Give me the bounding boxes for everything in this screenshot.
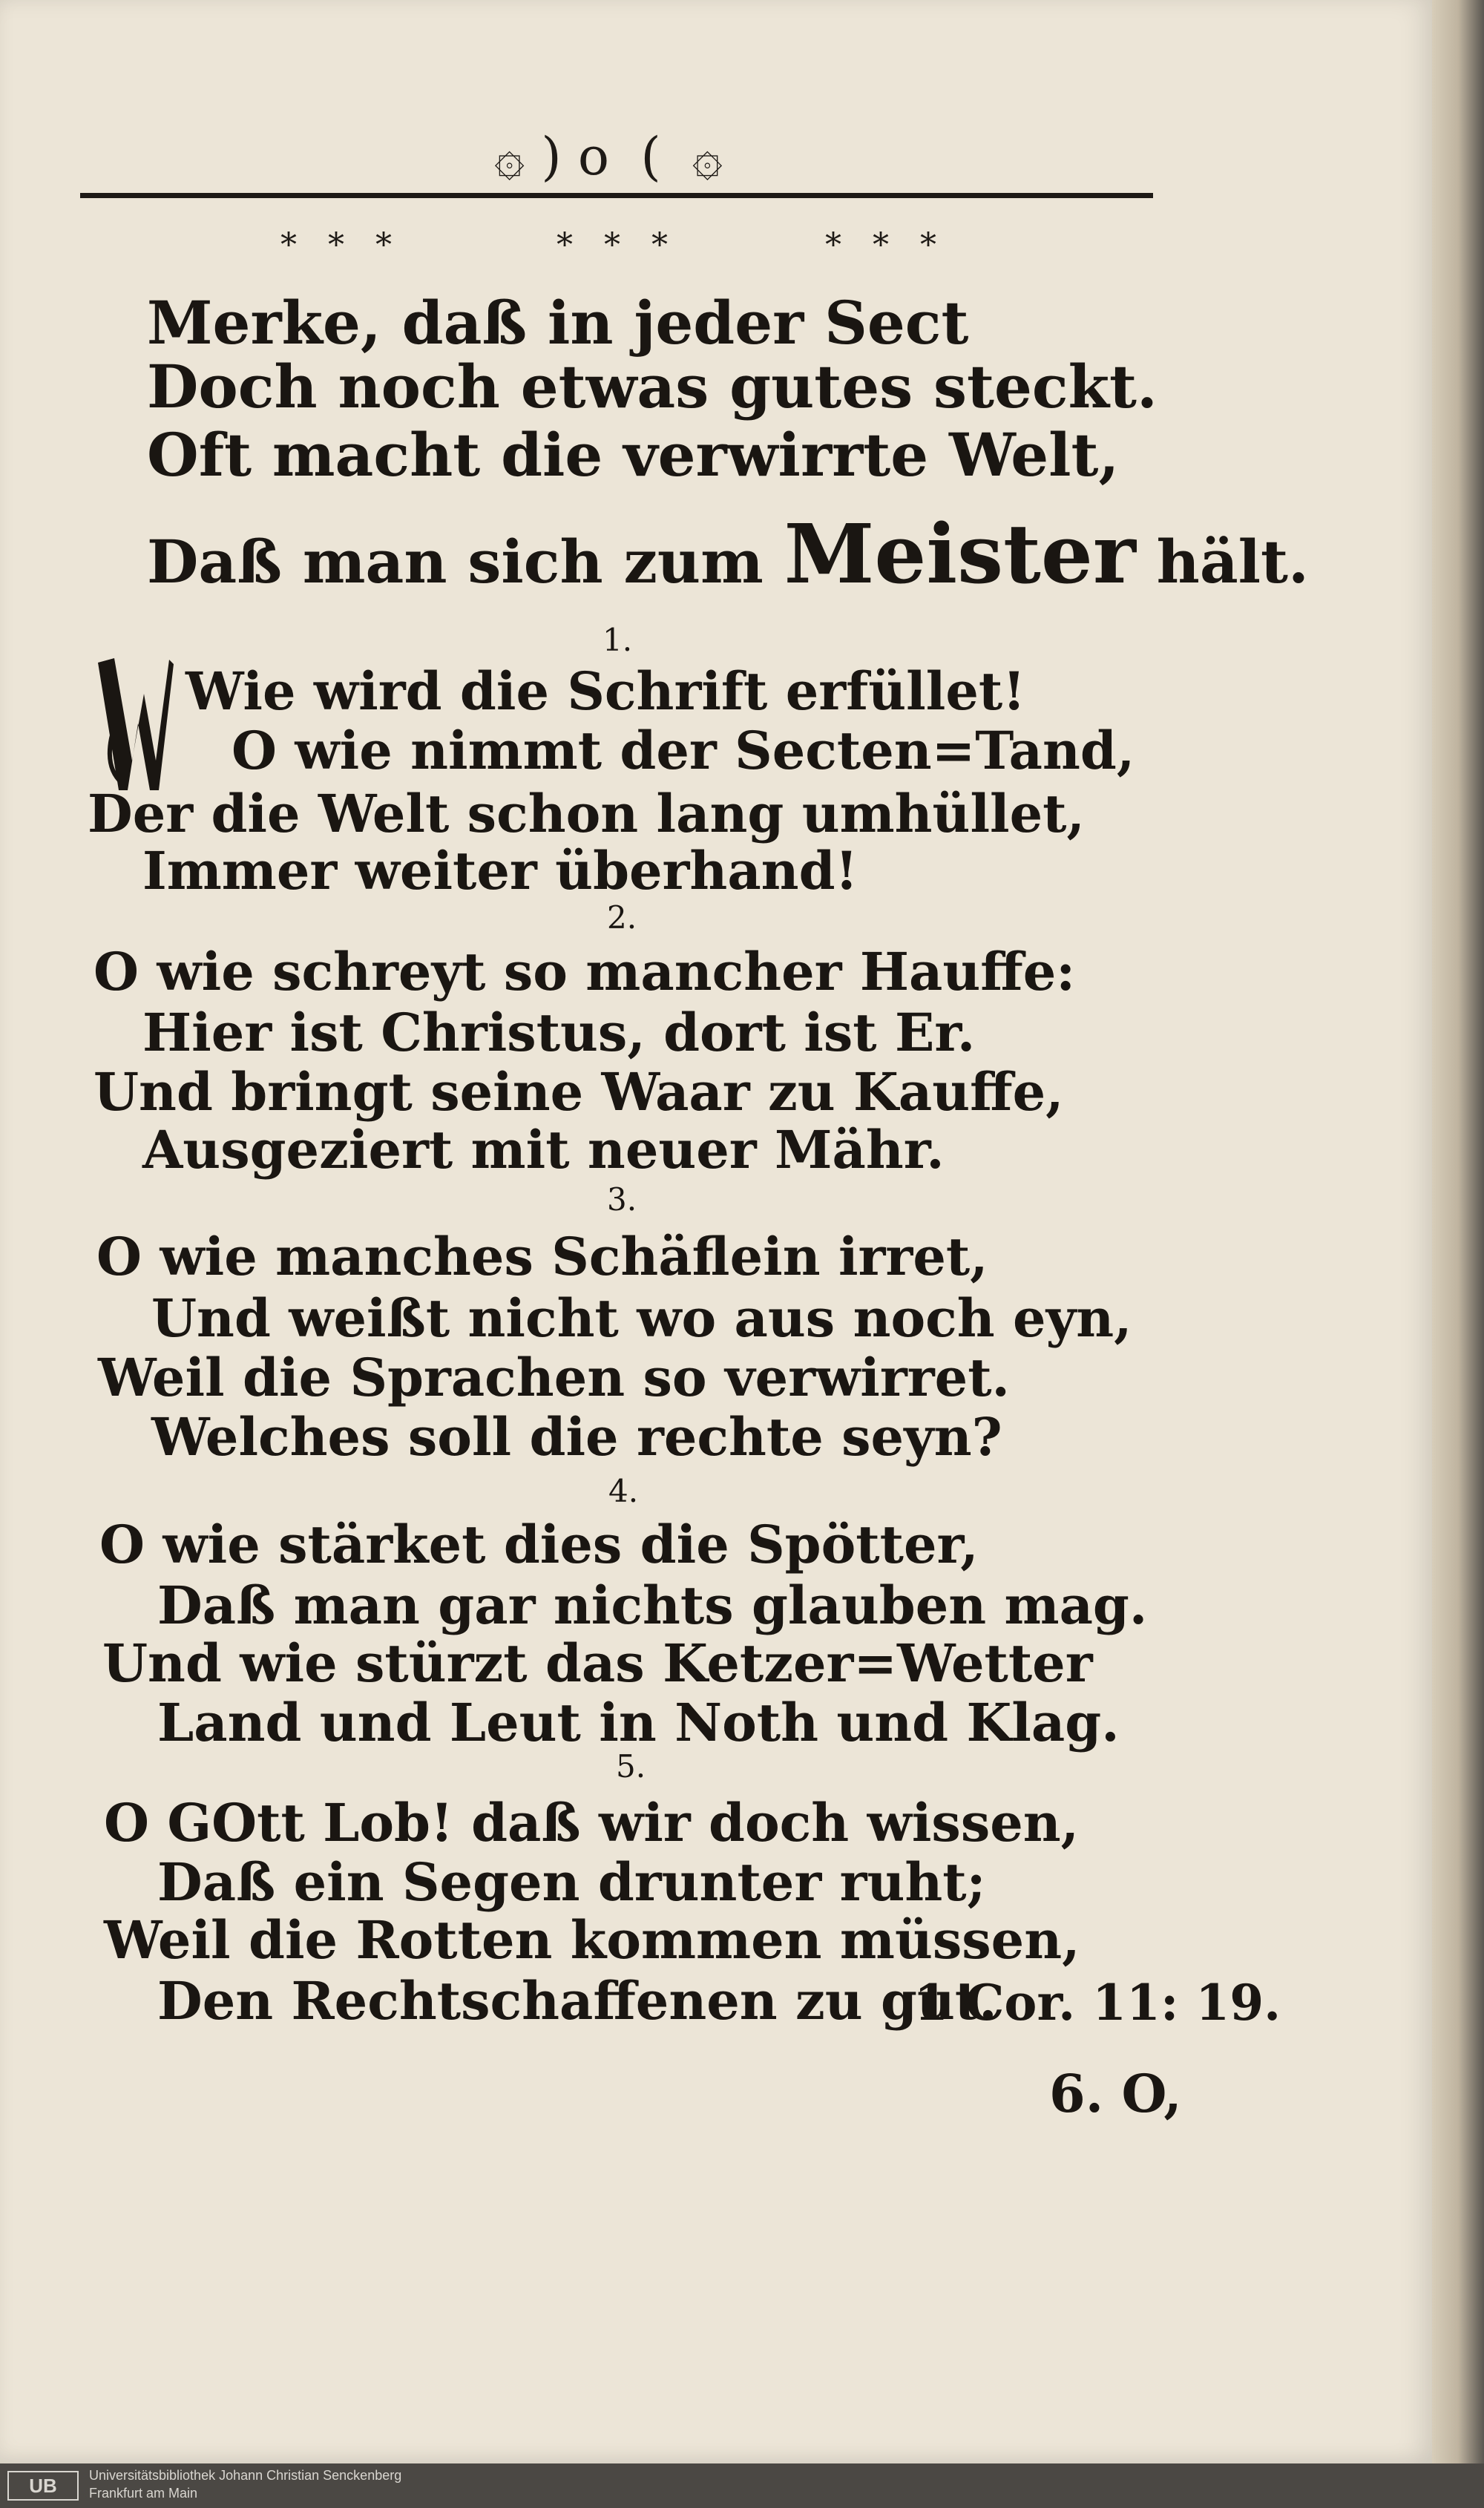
verse-number: 3. — [607, 1181, 637, 1218]
star-ornament: * * * — [556, 226, 678, 264]
verse-line: Weil die Rotten kommen müssen, — [104, 1909, 1080, 1971]
ornament-header: ۞ ) o ( ۞ — [494, 126, 723, 187]
ub-logo-icon: UB — [7, 2471, 79, 2501]
verse-number: 5. — [616, 1748, 646, 1785]
library-footer — [0, 2463, 1484, 2508]
verse-number: 4. — [608, 1473, 639, 1509]
motto-line-1: Merke, daß in jeder Sect — [147, 288, 969, 358]
header-rule — [80, 193, 1153, 198]
motto-line-2: Doch noch etwas gutes steckt. — [147, 352, 1158, 421]
verse-line: Den Rechtschaffenen zu gut. — [157, 1970, 997, 2032]
verse-line: Land und Leut in Noth und Klag. — [157, 1692, 1120, 1753]
library-location: Frankfurt am Main — [89, 2486, 198, 2501]
verse-line: Und weißt nicht wo aus noch eyn, — [151, 1287, 1132, 1349]
motto-emphasis-word: Meister — [784, 506, 1136, 602]
verse-line: Immer weiter überhand! — [142, 840, 858, 902]
motto-line-4-start: Daß man sich zum — [147, 527, 784, 597]
verse-line: Weil die Sprachen so verwirret. — [98, 1347, 1010, 1408]
verse-line: Daß ein Segen drunter ruht; — [157, 1851, 986, 1913]
dropcap-icon — [92, 649, 175, 798]
library-name: Universitätsbibliothek Johann Christian Senckenberg — [89, 2468, 402, 2483]
verse-line: Und wie stürzt das Ketzer=Wetter — [102, 1632, 1093, 1694]
catchword: 6. O, — [1049, 2063, 1182, 2124]
motto-line-4-end: hält. — [1135, 527, 1309, 597]
verse-line: Wie wird die Schrift erfüllet! — [186, 660, 1025, 722]
star-ornament: * * * — [280, 226, 402, 264]
verse-number: 1. — [603, 622, 633, 658]
verse-line: O wie manches Schäflein irret, — [96, 1226, 988, 1287]
motto-line-4 — [147, 506, 1309, 602]
verse-line: Der die Welt schon lang umhüllet, — [88, 783, 1085, 844]
bible-reference: 1 Cor. 11: 19. — [914, 1974, 1281, 2032]
star-ornament: * * * — [825, 226, 947, 264]
motto-line-3: Oft macht die verwirrte Welt, — [147, 420, 1120, 490]
page-edge — [1432, 0, 1484, 2463]
verse-line: Daß man gar nichts glauben mag. — [157, 1575, 1148, 1636]
verse-number: 2. — [607, 899, 637, 936]
verse-line: Ausgeziert mit neuer Mähr. — [142, 1119, 945, 1181]
verse-line: Und bringt seine Waar zu Kauffe, — [93, 1061, 1064, 1123]
verse-line: Welches soll die rechte seyn? — [151, 1406, 1002, 1468]
verse-line: O wie nimmt der Secten=Tand, — [232, 720, 1135, 781]
verse-line: O wie schreyt so mancher Hauffe: — [93, 941, 1076, 1002]
verse-line: Hier ist Christus, dort ist Er. — [142, 1002, 976, 1063]
verse-line: O wie stärket dies die Spötter, — [99, 1514, 979, 1575]
verse-line: O GOtt Lob! daß wir doch wissen, — [104, 1792, 1080, 1854]
